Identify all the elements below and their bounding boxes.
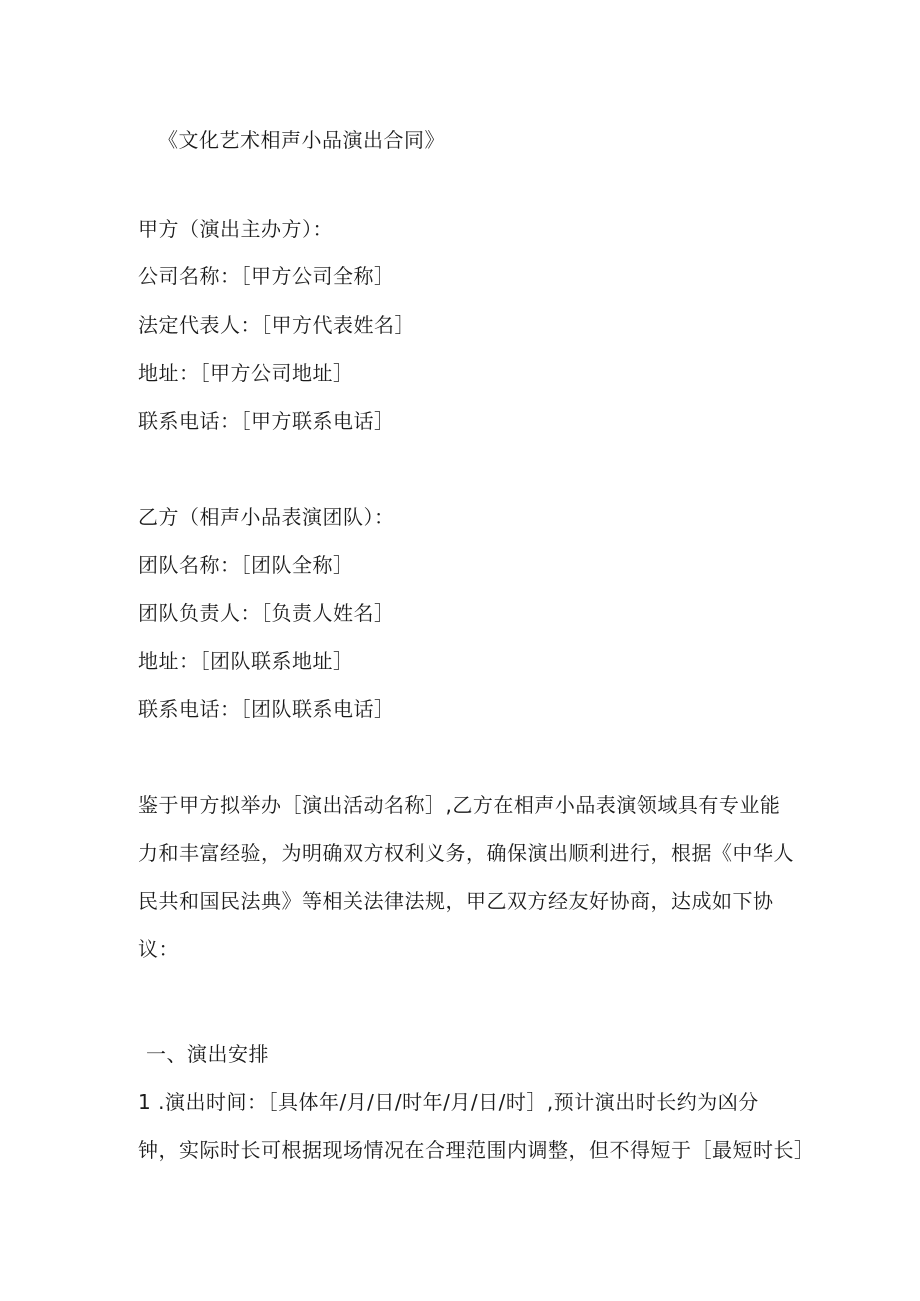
page-title: 《文化艺术相声小品演出合同》 (158, 128, 445, 152)
party-b-team-name: 团队名称：［团队全称］ (138, 553, 354, 577)
preamble-line: 民共和国民法典》等相关法律法规，甲乙双方经友好协商，达成如下协 (138, 889, 774, 913)
party-a-company-name: 公司名称：［甲方公司全称］ (138, 264, 395, 288)
section-one-item-line: 1 .演出时间：［具体年/月/日/时年/月/日/时］,预计演出时长约为凶分 (138, 1090, 759, 1114)
preamble-line: 议： (138, 937, 179, 961)
party-a-phone: 联系电话：［甲方联系电话］ (138, 409, 395, 433)
party-b-team-leader: 团队负责人：［负责人姓名］ (138, 601, 395, 625)
party-a-legal-rep: 法定代表人：［甲方代表姓名］ (138, 313, 415, 337)
party-b-heading: 乙方（相声小品表演团队）： (138, 505, 395, 529)
party-a-heading: 甲方（演出主办方）： (138, 217, 333, 241)
party-b-address: 地址：［团队联系地址］ (138, 649, 354, 673)
preamble-line: 力和丰富经验，为明确双方权利义务，确保演出顺利进行，根据《中华人 (138, 841, 794, 865)
section-one-item-line: 钟，实际时长可根据现场情况在合理范围内调整，但不得短于［最短时长］ (138, 1138, 815, 1162)
party-a-address: 地址：［甲方公司地址］ (138, 361, 354, 385)
party-b-phone: 联系电话：［团队联系电话］ (138, 697, 395, 721)
preamble-line: 鉴于甲方拟举办［演出活动名称］,乙方在相声小品表演领域具有专业能 (138, 793, 781, 817)
section-one-heading: 一、演出安排 (146, 1042, 269, 1066)
